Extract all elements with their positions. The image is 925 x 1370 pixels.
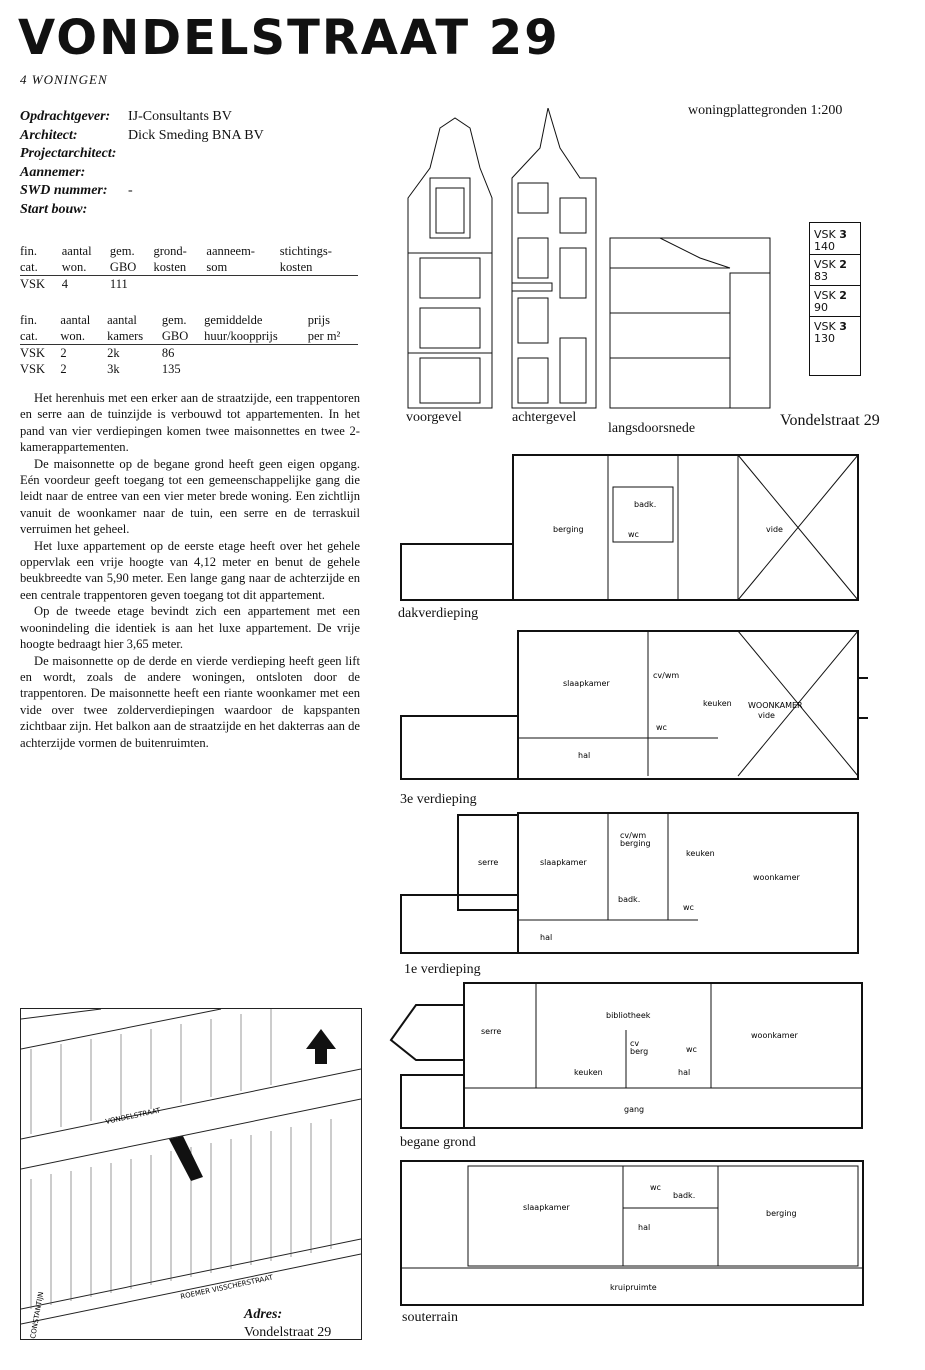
paragraph: Het luxe appartement op de eerste etage heeft over het gehele oppervlak een vrije hoogte van 4,12 meter en benut de gehele beukbreedte van 5,90 meter. Een lange gang naar de achterzijde en een centrale trappentoren geven toegang tot dit appartement. (20, 538, 360, 602)
address-label: Adres: (244, 1307, 283, 1322)
table-header: fin. cat. aantal won. gem. GBO grond- kosten aanneem- som stichtings- kosten (20, 243, 358, 276)
room-label: cv/wm (620, 831, 647, 840)
room-label: berging (620, 839, 651, 848)
room-label: hal (678, 1068, 691, 1077)
room-label: serre (481, 1027, 502, 1036)
key-floor: VSK 3 140 (810, 223, 860, 255)
room-label: bibliotheek (606, 1011, 651, 1020)
room-label: badk. (618, 895, 641, 904)
room-label: woonkamer (751, 1031, 798, 1040)
front-elevation (408, 118, 492, 408)
paragraph: Het herenhuis met een erker aan de straatzijde, een trappentoren en serre aan de tuinzijde is verbouwd tot appartementen. In het pand van vier verdiepingen komen twee maisonnettes en twee 2-kamerappartementen. (20, 391, 360, 455)
plan-dakverdieping (398, 452, 868, 604)
room-label: gang (624, 1105, 645, 1114)
room-label: slaapkamer (563, 679, 610, 688)
plan-caption: dakverdieping (398, 606, 479, 621)
cost-table (20, 243, 358, 296)
room-label: wc (650, 1183, 661, 1192)
section-key-caption: Vondelstraat 29 (780, 412, 880, 429)
paragraph: De maisonnette op de begane grond heeft geen eigen opgang. Eén voordeur geeft toegang tot een gemeenschappelijke gang die leidt naar de entree van een vier meter brede woning. Een zichtlijn vanuit de woonkamer naar de tuin, een serre en de terraskuil verruimen het geheel. (20, 456, 360, 537)
room-label: badk. (673, 1191, 696, 1200)
section-label: langsdoorsnede (608, 421, 696, 436)
room-label: serre (478, 858, 499, 867)
room-label: cv/wm (653, 671, 680, 680)
dwelling-table (20, 312, 358, 377)
paragraph: Op de tweede etage bevindt zich een appartement met een woonindeling die identiek is aan het luxe appartement. De vrije hoogte bedraagt hier 3,65 meter. (20, 604, 360, 652)
room-label: vide (758, 711, 775, 720)
room-label: WOONKAMER (748, 701, 803, 710)
address-value: Vondelstraat 29 (244, 1325, 332, 1340)
room-label: keuken (574, 1068, 603, 1077)
address (244, 1306, 331, 1342)
room-label: keuken (703, 699, 732, 708)
page-subtitle: 4 WONINGEN (20, 72, 108, 87)
room-label: wc (686, 1045, 697, 1054)
meta-row: SWD nummer: - (20, 183, 133, 199)
plan-caption: begane grond (400, 1135, 476, 1150)
plan-1e-verdieping (398, 810, 868, 960)
room-label: kruipruimte (610, 1283, 657, 1292)
table-row: VSK 4 111 (20, 277, 128, 291)
room-label: cv (630, 1039, 640, 1048)
room-label: berg (630, 1047, 649, 1056)
room-label: vide (766, 525, 783, 534)
room-label: slaapkamer (540, 858, 587, 867)
back-elevation-label: achtergevel (512, 410, 577, 425)
longitudinal-section (610, 238, 770, 408)
svg-text:CONSTANTIJN: CONSTANTIJN (29, 1291, 46, 1339)
meta-row: Projectarchitect: (20, 146, 117, 162)
room-label: hal (578, 751, 591, 760)
room-label: wc (628, 530, 639, 539)
plan-souterrain (398, 1158, 868, 1308)
site-map (20, 1008, 362, 1340)
room-label: berging (553, 525, 584, 534)
description-text (20, 390, 360, 751)
room-label: slaapkamer (523, 1203, 570, 1212)
meta-row: Start bouw: (20, 201, 88, 217)
meta-row: Opdrachtgever: IJ-Consultants BV (20, 109, 232, 124)
room-label: wc (683, 903, 694, 912)
room-label: badk. (634, 500, 657, 509)
front-elevation-label: voorgevel (406, 410, 462, 425)
key-floor: VSK 2 90 (810, 286, 860, 317)
room-label: hal (638, 1223, 651, 1232)
svg-text:VONDELSTRAAT: VONDELSTRAAT (104, 1106, 162, 1126)
meta-row: Architect: Dick Smeding BNA BV (20, 127, 264, 143)
project-meta (20, 108, 264, 220)
paragraph: De maisonnette op de derde en vierde verdieping heeft geen lift en wordt, zoals de andere woningen, ontsloten door de trappentoren. De maisonnette heeft een riante woonkamer met een vide over twee zolderverdiepingen waardoor de kapspanten zichtbaar zijn. Het balkon aan de straatzijde en het dakterras aan de achterzijde vormen de buitenruimten. (20, 653, 360, 750)
key-floor: VSK 2 83 (810, 255, 860, 286)
plan-3e-verdieping (398, 628, 868, 783)
table-row: VSK 2 3k 135 (20, 362, 181, 376)
meta-row: Aannemer: (20, 164, 86, 180)
room-label: keuken (686, 849, 715, 858)
site-map-drawing (21, 1009, 361, 1339)
scale-label: woningplattegronden 1:200 (688, 103, 843, 118)
plan-begane-grond (386, 980, 866, 1132)
elevation-drawings (400, 108, 780, 413)
plan-caption: 3e verdieping (400, 792, 477, 807)
table-row: VSK 2 2k 86 (20, 346, 175, 360)
room-label: berging (766, 1209, 797, 1218)
section-key (809, 222, 861, 376)
page-title: VONDELSTRAAT 29 (18, 10, 560, 66)
room-label: woonkamer (753, 873, 800, 882)
room-label: wc (656, 723, 667, 732)
table-header: fin. cat. aantal won. aantal kamers gem. GBO gemiddelde huur/koopprijs prijs per m² (20, 312, 358, 345)
plan-caption: 1e verdieping (404, 962, 481, 977)
key-floor: VSK 3 130 (814, 320, 847, 345)
svg-text:ROEMER VISSCHERSTRAAT: ROEMER VISSCHERSTRAAT (179, 1273, 274, 1301)
back-elevation (512, 108, 596, 408)
room-label: hal (540, 933, 553, 942)
plan-caption: souterrain (402, 1310, 458, 1325)
